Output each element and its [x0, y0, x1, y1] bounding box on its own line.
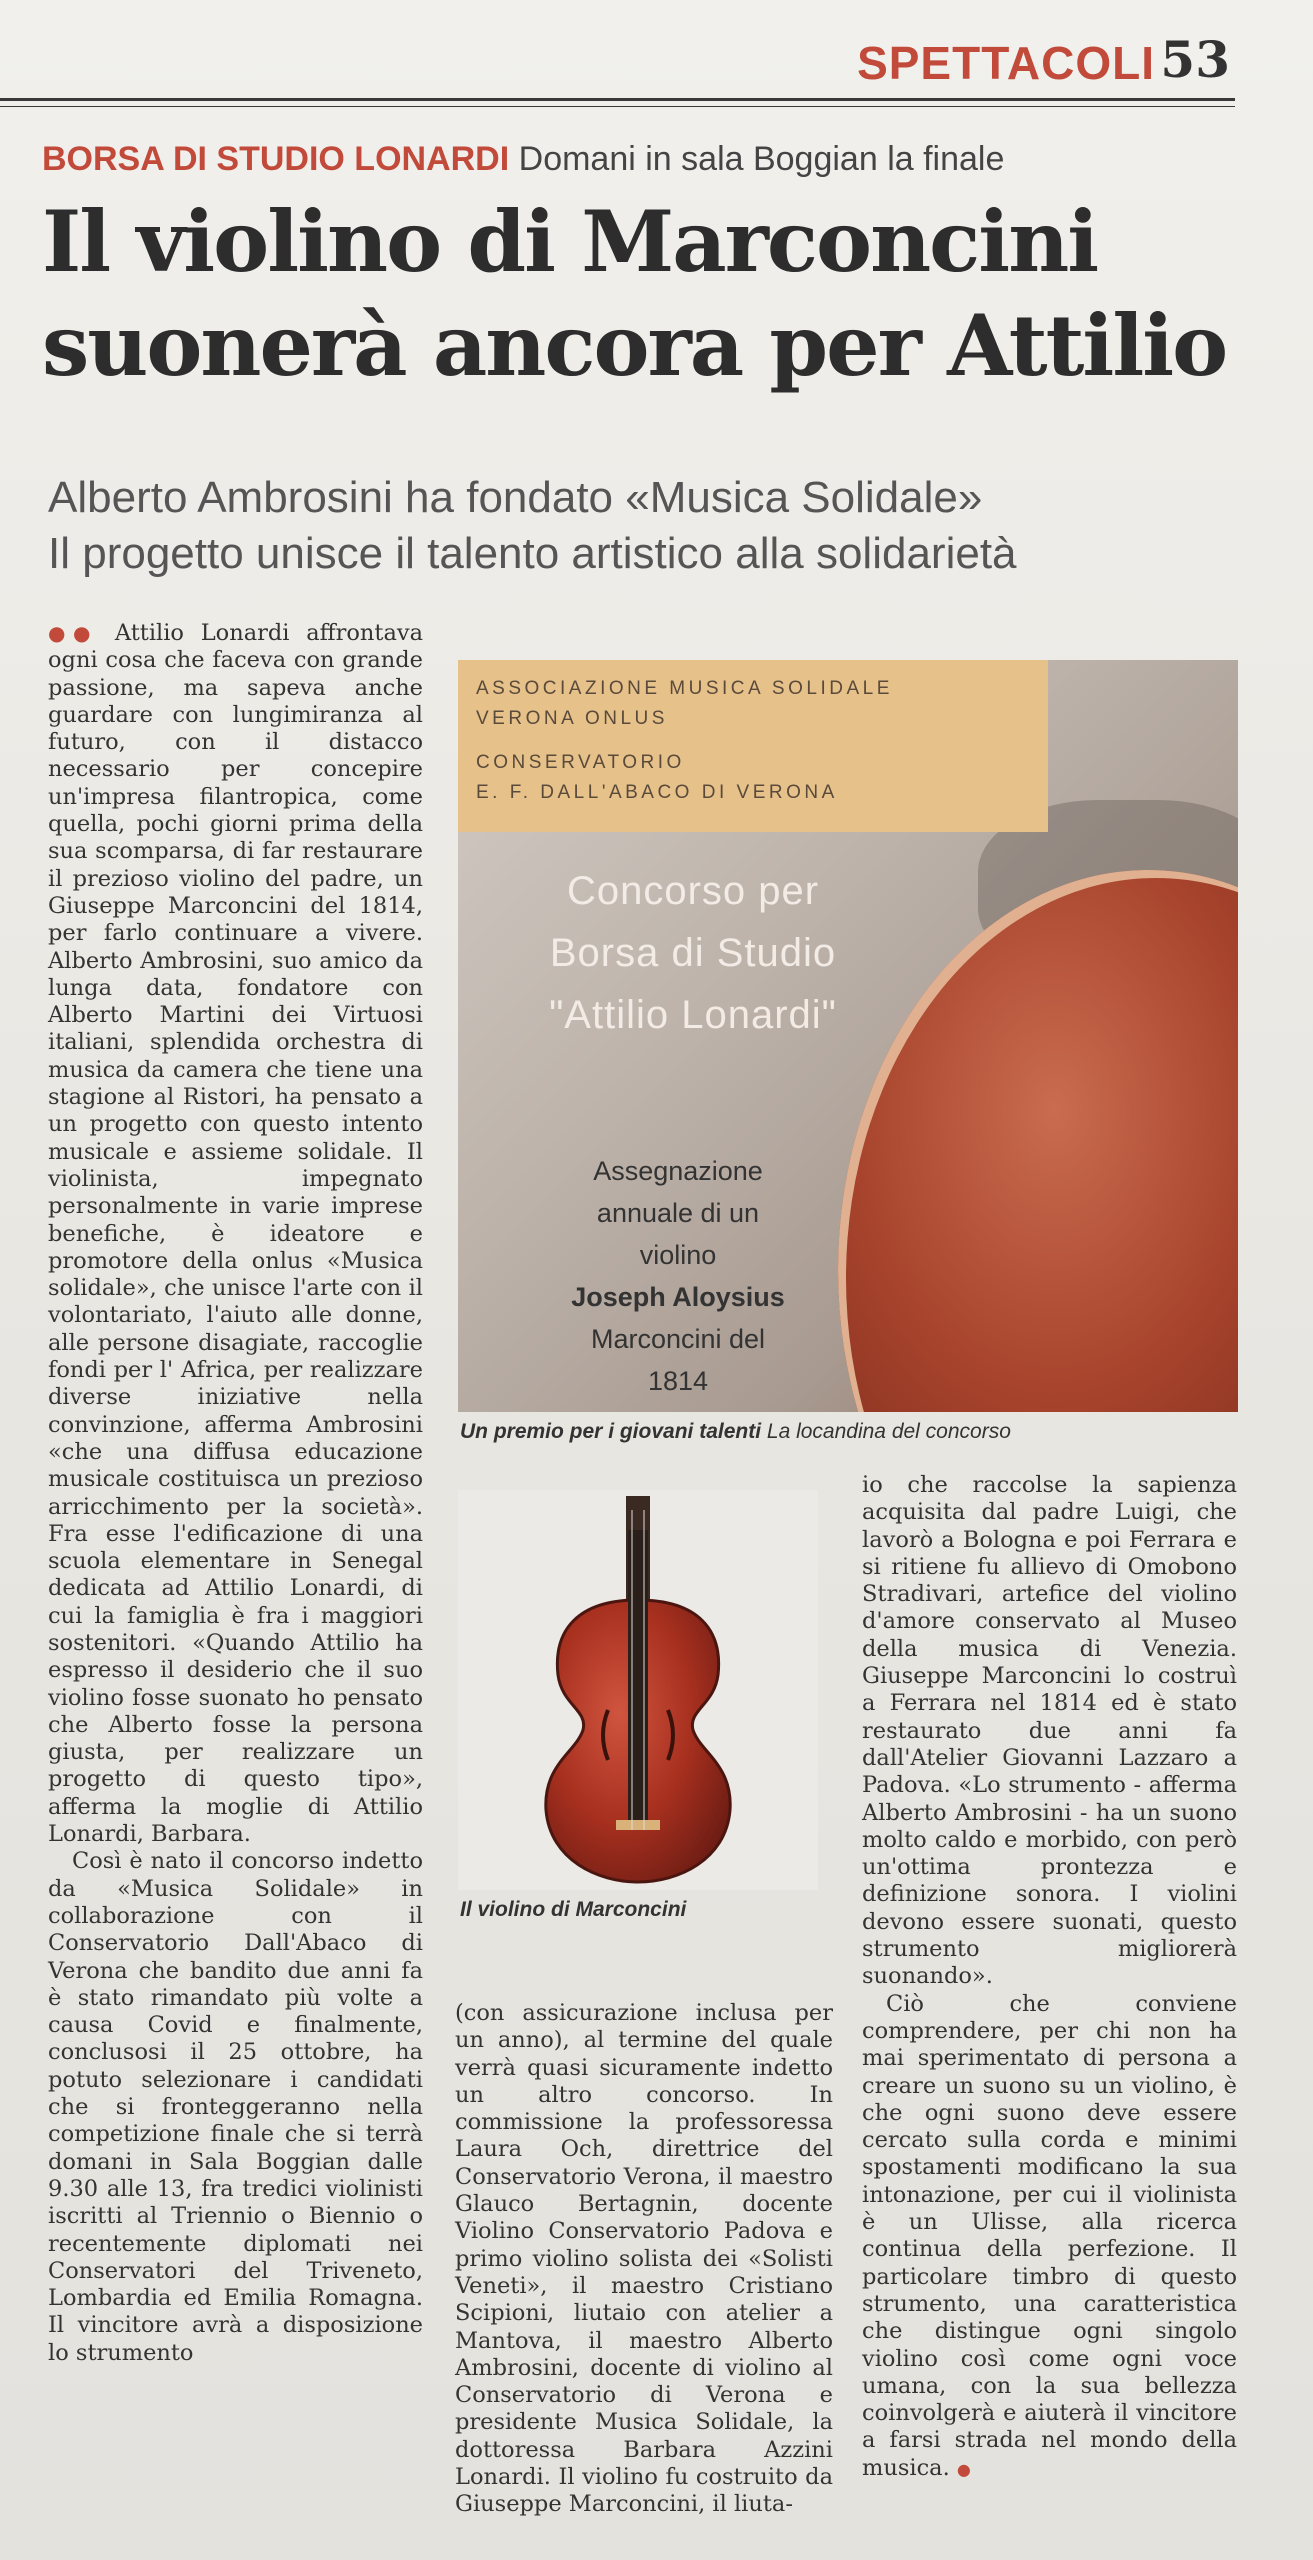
- article-paragraph: io che raccolse la sapienza acquisita dal padre Luigi, che lavorò a Bologna e poi Ferrara e si ritiene fu allievo di Omobono Stradivari, artefice del violino d'amore conservato al Museo della musica di Venezia. Giuseppe Marconcini lo costruì a Ferrara nel 1814 ed è stato restaurato due anni fa dall'Atelier Giovanni Lazzaro a Padova. «Lo strumento - afferma Alberto Ambrosini - ha un suono molto caldo e morbido, con però un'ottima prontezza e definizione sonora. I violini devono essere suonati, questo strumento migliorerà suonando».: [862, 1472, 1237, 1990]
- headline-line-1: Il violino di Marconcini: [42, 192, 1098, 291]
- standfirst: [48, 470, 1248, 582]
- poster-org-line: E. F. DALL'ABACO DI VERONA: [476, 782, 838, 803]
- poster-org-line: CONSERVATORIO: [476, 752, 685, 773]
- headline-line-2: suonerà ancora per Attilio: [42, 296, 1227, 395]
- article-paragraph: (con assicurazione inclusa per un anno), al termine del quale verrà quasi sicuramente indetto un altro concorso. In commissione la professoressa Laura Och, direttrice del Conservatorio Verona, il maestro Glauco Bertagnin, docente Violino Conservatorio Padova e primo violino solista dei «Solisti Veneti», il maestro Cristiano Scipioni, liutaio con atelier a Mantova, il maestro Alberto Ambrosini, docente di violino al Conservatorio di Verona e presidente Musica Solidale, la dottoressa Barbara Azzini Lonardi. Il violino fu costruito da Giuseppe Marconcini, il liuta-: [455, 2000, 833, 2518]
- standfirst-line-2: Il progetto unisce il talento artistico alla solidarietà: [48, 529, 1017, 578]
- header-rule-thin: [0, 106, 1235, 107]
- end-mark-icon: ●: [956, 2459, 971, 2479]
- violin-icon: [458, 1490, 818, 1890]
- article-column-2: [455, 2000, 833, 2540]
- kicker-text: Domani in sala Boggian la finale: [518, 140, 1005, 178]
- article-paragraph: Così è nato il concorso indetto da «Musica Solidale» in collaborazione con il Conservatorio Dall'Abaco di Verona che bandito due anni fa è stato rimandato più volte a causa Covid e finalmente, conclusosi il 25 ottobre, ha potuto selezionare i candidati che si fronteggeranno nella competizione finale che si terrà domani in Sala Boggian dalle 9.30 alle 13, fra tredici violinisti iscritti al Triennio o Biennio o recentemente diplomati nei Conservatori del Triveneto, Lombardia ed Emilia Romagna. Il vincitore avrà a disposizione lo strumento: [48, 1848, 423, 2366]
- poster-banner: [458, 660, 1048, 832]
- page-header: [0, 28, 1230, 88]
- violin-photo: [458, 1490, 818, 1890]
- violin-photo-caption: Il violino di Marconcini: [460, 1898, 687, 1921]
- poster-org-line: VERONA ONLUS: [476, 708, 668, 729]
- article-paragraph: ●● Attilio Lonardi affrontava ogni cosa che faceva con grande passione, ma sapeva anche guardare con lungimiranza al futuro, con il distacco necessario per concepire un'impresa filantropica, come quella, pochi giorni prima della sua scomparsa, di far restaurare il prezioso violino del padre, un Giuseppe Marconcini del 1814, per farlo continuare a vivere. Alberto Ambrosini, suo amico da lunga data, fondatore con Alberto Martini dei Virtuosi italiani, splendida orchestra di musica da camera che tiene una stagione al Ristori, ha pensato a un progetto con questo intento musicale e assieme solidale. Il violinista, impegnato personalmente in varie imprese benefiche, è ideatore e promotore della onlus «Musica solidale», che unisce l'arte con il volontariato, l'aiuto alle donne, alle persone disagiate, raccoglie fondi per l' Africa, per realizzare diverse iniziative nella convinzione, afferma Ambrosini «che una diffusa educazione musicale costituisca un prezioso arricchimento per la società». Fra esse l'edificazione di una scuola elementare in Senegal dedicata ad Attilio Lonardi, di cui la famiglia è fra i maggiori sostenitori. «Quando Attilio ha espresso il desiderio che il suo violino fosse suonato ho pensato che Alberto fosse la persona giusta, per realizzare un progetto di questo tipo», afferma la moglie di Attilio Lonardi, Barbara.: [48, 620, 423, 1848]
- poster-title: Concorso per Borsa di Studio "Attilio Lonardi": [549, 869, 837, 1037]
- poster-org-line: ASSOCIAZIONE MUSICA SOLIDALE: [476, 678, 893, 699]
- poster-subtitle: Assegnazione annuale di un violino Joseph Aloysius Marconcini del 1814: [571, 1156, 785, 1396]
- kicker-label: BORSA DI STUDIO LONARDI: [42, 140, 510, 178]
- article-paragraph: Ciò che conviene comprendere, per chi non ha mai sperimentato di persona a creare un suono su un violino, è che ogni suono deve essere cercato sulla corda e minimi spostamenti modificano la sua intonazione, per cui il violinista è un Ulisse, alla ricerca continua della perfezione. Il particolare timbro di questo strumento, una caratteristica che distingue ogni singolo violino così come ogni voce umana, con la sua bellezza coinvolgerà e aiuterà il vincitore a farsi strada nel mondo della musica. ●: [862, 1990, 1237, 2481]
- article-column-3: [862, 1472, 1237, 2542]
- kicker: [42, 140, 1242, 179]
- bullet-dots-icon: ●●: [48, 621, 99, 645]
- section-name: SPETTACOLI: [857, 37, 1155, 89]
- page-number: 53: [1160, 30, 1230, 89]
- standfirst-line-1: Alberto Ambrosini ha fondato «Musica Solidale»: [48, 473, 983, 522]
- poster-caption: Un premio per i giovani talenti La locandina del concorso: [460, 1420, 1011, 1443]
- headline: [42, 190, 1262, 398]
- contest-poster-image: [458, 660, 1238, 1412]
- header-rule: [0, 98, 1235, 101]
- article-column-1: [48, 620, 423, 2540]
